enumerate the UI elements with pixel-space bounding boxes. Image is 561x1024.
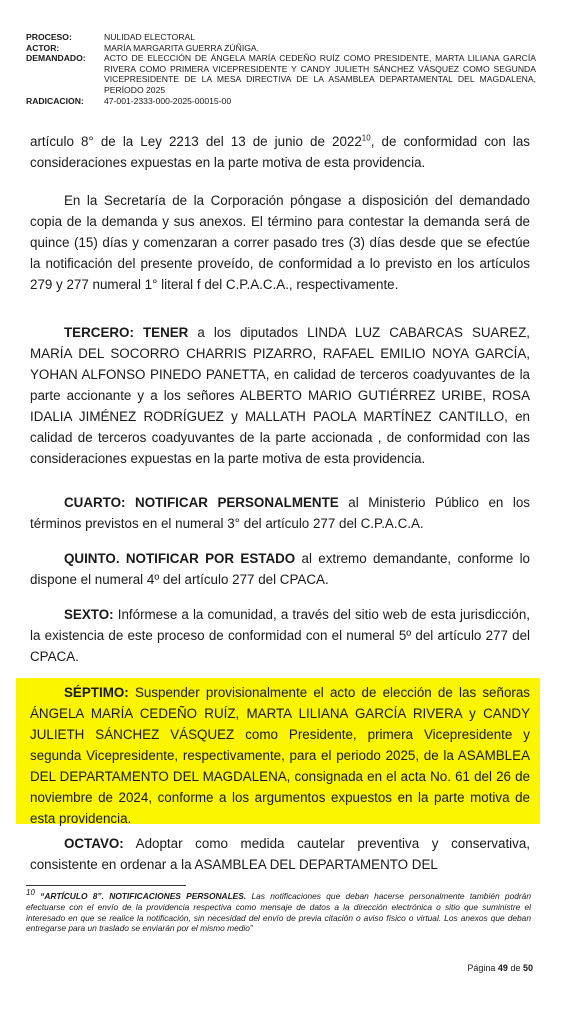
actor-label: ACTOR: [26,42,60,53]
p1-text-a: artículo 8° de la Ley 2213 del 13 de junio de 2022 [30,134,362,149]
p6-text: Infórmese a la comunidad, a través del sitio web de esta jurisdicción, la existencia de este proceso de conformidad con el numeral 5º del artículo 277 del CPACA. [30,607,530,664]
page-sep: de [510,963,521,973]
demandado-label: DEMANDADO: [26,53,86,64]
header-row-actor [26,43,536,54]
p1-text-b: , de conformidad con las consideraciones expuestas en la parte motiva de esta providencia. [30,134,530,170]
demandado-value: ACTO DE ELECCIÓN DE ÁNGELA MARÍA CEDEÑO RUÍZ COMO PRESIDENTE, MARTA LILIANA GARCÍA RIVERA COMO PRIMERA VICEPRESIDENTE Y CANDY JULIETH SÁNCHEZ VÁSQUEZ COMO SEGUNDA VICEPRESIDENTE DE LA MESA DIRECTIVA DE LA ASAMBLEA DEPARTAMENTAL DEL MAGDALENA, PERÍODO 2025 [104,53,536,95]
tercero-heading: TERCERO: TENER [64,325,189,340]
octavo-heading: OCTAVO: [64,836,124,851]
radicacion-value: 47-001-2333-000-2025-00015-00 [104,95,232,106]
p4-text: al Ministerio Público en los términos previstos en el numeral 3° del artículo 277 del C.P.A.C.A. [30,495,530,531]
header-row-proceso [26,32,536,43]
proceso-label: PROCESO: [26,32,72,42]
actor-value: MARÍA MARGARITA GUERRA ZÚÑIGA. [104,42,260,53]
page-total: 50 [522,963,533,973]
quinto-heading: QUINTO. NOTIFICAR POR ESTADO [64,551,296,566]
paragraph-tercero [30,322,530,469]
paragraph-cuarto [30,492,530,534]
page-current: 49 [497,963,508,973]
p3-text: a los diputados LINDA LUZ CABARCAS SUAREZ, MARÍA DEL SOCORRO CHARRIS PIZARRO, RAFAEL EMILIO NOYA GARCÍA, YOHAN ALFONSO PINEDO PANETTA, en calidad de terceros coadyuvantes de la parte accionante y a los señores ALBERTO MARIO GUTIÉRREZ URIBE, ROSA IDALIA JIMÉNEZ RODRÍGUEZ y MALLATH PAOLA MARTÍNEZ CANTILLO, en calidad de terceros coadyuvantes de la parte accionada , de conformidad con las consideraciones expuestas en la parte motiva de esta providencia. [30,325,530,466]
paragraph-continuation [30,131,530,173]
cuarto-heading: CUARTO: NOTIFICAR PERSONALMENTE [64,495,339,510]
p8-text: Adoptar como medida cautelar preventiva y conservativa, consistente en ordenar a la ASAMBLEA DEL DEPARTAMENTO DEL [30,836,530,872]
p7-text: Suspender provisionalmente el acto de elección de las señoras ÁNGELA MARÍA CEDEÑO RUÍZ, MARTA LILIANA GARCÍA RIVERA y CANDY JULIETH SÁNCHEZ VÁSQUEZ como Presidente, primera Vicepresidente y segunda Vicepresidente, respectivamente, para el periodo 2025, de la ASAMBLEA DEL DEPARTAMENTO DEL MAGDALENA, consignada en el acta No. 61 del 26 de noviembre de 2024, conforme a los argumentos expuestos en la parte motiva de esta providencia. [30,685,530,826]
footnote-divider [26,885,186,886]
paragraph-sexto [30,604,530,667]
radicacion-label: RADICACION: [26,95,84,106]
footnote-text: Las notificaciones que deban hacerse personalmente también podrán efectuarse con el envío de la providencia respectiva como mensaje de datos a la dirección electrónica o sitio que suministre el interesado en que se realice la notificación, sin necesidad del envío de previa citación o aviso físico o virtual. Los anexos que deban entregarse para un traslado se enviarán por el mismo medio” [26,891,531,934]
sexto-heading: SEXTO: [64,607,114,622]
case-header [26,32,536,106]
paragraph-octavo [30,833,530,875]
footnote-number: 10 [26,888,35,898]
paragraph-quinto [30,548,530,590]
p5-text: al extremo demandante, conforme lo dispone el numeral 4º del artículo 277 del CPACA. [30,551,530,587]
footnote-ref-10[interactable]: 10 [361,133,371,143]
paragraph-secretaria [30,190,530,295]
header-row-demandado [26,53,536,95]
paragraph-septimo [30,682,530,829]
header-row-radicacion [26,96,536,107]
footnote-10 [26,888,531,934]
page-number [467,963,533,973]
septimo-heading: SÉPTIMO: [64,685,129,700]
page-prefix: Página [467,963,496,973]
p2-text: En la Secretaría de la Corporación póngase a disposición del demandado copia de la demanda y sus anexos. El término para contestar la demanda será de quince (15) días y comenzaran a correr pasado tres (3) días desde que se efectúe la notificación del presente proveído, de conformidad a lo previsto en los artículos 279 y 277 numeral 1° literal f del C.P.A.C.A., respectivamente. [30,193,530,292]
footnote-heading: “ARTÍCULO 8”. NOTIFICACIONES PERSONALES. [34,891,247,901]
proceso-value: NULIDAD ELECTORAL [104,32,196,42]
